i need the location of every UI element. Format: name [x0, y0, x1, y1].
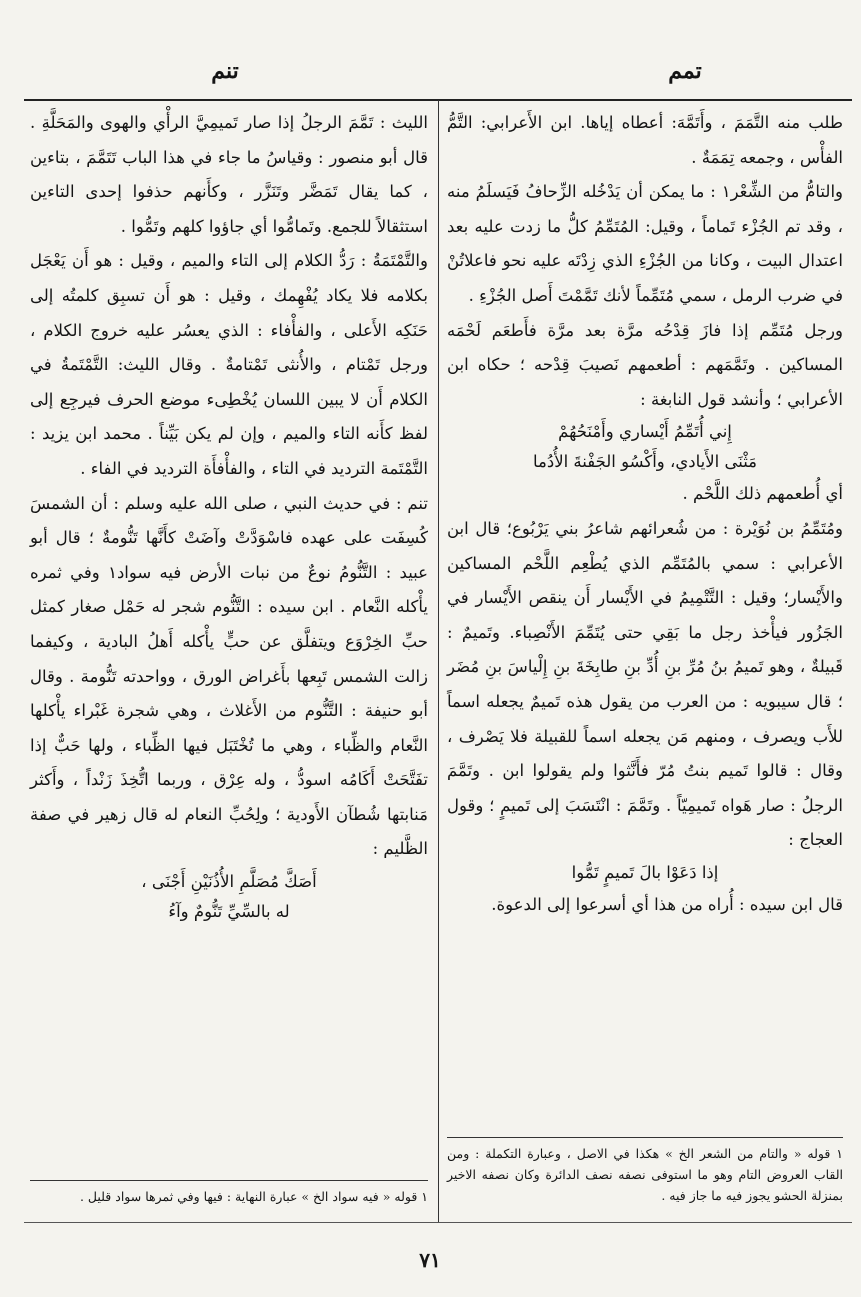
right-para-1: طلب منه التَّمَمَ ، وأَتَمَّهَ: أعطاه إياها. ابن الأَعرابي: التَّمُّ الفأْس ، وجمعه تِمَمَةٌ . — [447, 113, 843, 167]
left-para-1: الليث : تَمَّمَ الرجلُ إذا صار تَميمِيَّ الرأْي والهوى والمَحَلَّةِ . قال أبو منصور : وقياسُ ما جاء في هذا الباب تَتَمَّمَ ، بتاءين ، كما يقال تَمَضَّر وتَنَزَّر ، وكأَنهم حذفوا إحدى التاءين استثقالاً للجمع. وتَمامُّوا أي جاؤوا كلهم وتَمُّوا . — [30, 113, 428, 236]
right-footnote-rule — [447, 1137, 843, 1138]
page-number: ٧١ — [419, 1248, 441, 1272]
right-footnote: ١ قوله « والتام من الشعر الخ » هكذا في الاصل ، وعبارة التكملة : ومن القاب العروض التام وهو ما استوفى نصفه نصف الدائرة وكان نصفه الاخير بمنزلة الحشو يجوز فيه ما جاز فيه . — [447, 1146, 843, 1203]
right-para-5: ومُتَمِّمُ بن نُوَيْرة : من شُعرائهم شاعرُ بني يَرْبُوع؛ قال ابن الأعرابي : سمي بالمُتَمِّم الذي يُطْعِم اللَّحْم المساكين والأَيْسار؛ وقيل : التَّتْمِيمُ في الأَيْسار أَن ينقص الأَيْسار في الجَزُور فيأْخذ رجل ما بَقِي حتى يُتَمِّمَ الأَنْصِباء. وتَميمٌ : قَبيلةٌ ، وهو تَميمُ بنُ مُرِّ بنِ أُدِّ بنِ طابِخَةَ بنِ إِلْياسَ بنِ مُضَر ؛ قال سيبويه : من العرب من يقول هذه تَميمٌ يجعله اسماً للأَب ويصرف ، ومنهم مَن يجعله اسماً للقبيلة فلا يَصْرف ، وقال : قالوا تَميم بنتُ مُرّ فأَنَّثوا ولم يقولوا ابن . وتَمَّمَ الرجلُ : صار هَواه تَميمِيّاً . وتَمَّمَ : انْتَسَبَ إلى تَميمٍ ؛ وقول العجاج : — [447, 518, 843, 850]
right-para-3: ورجل مُتَمِّم إذا فازَ قِدْحُه مرَّة بعد مرَّة فأَطعَم لَحْمَه المساكين . وتَمَّمَهم : أطعمهم نَصيبَ قِدْحه ؛ حكاه ابن الأعرابي ؛ وأنشد قول النابغة : — [447, 320, 843, 409]
right-verse-2: إذا دَعَوْا بالَ تَميمٍ تَمُّوا — [571, 862, 719, 882]
header-root-left: تنم — [211, 58, 239, 84]
right-para-4: أي أُطعمهم ذلك اللَّحْم . — [682, 484, 843, 504]
right-verse-1a: إِني أُتَمِّمُ أَيْساري وأَمْنَحُهُمْ — [558, 422, 732, 442]
left-verse-2: له بالسِّيِّ تَنُّومٌ وآءُ — [168, 902, 290, 922]
column-divider — [438, 100, 439, 1222]
left-para-2: والتَّمْتَمَةُ : رَدُّ الكلام إلى التاء والميم ، وقيل : هو أَن يَعْجَل بكلامه فلا يكاد يُفْهِمك ، وقيل : هو أَن تسبِق كلمتُه إلى حَنَكِه الأَعلى ، والفأْفاء : الذي يعسُر عليه خروج الكلام ، ورجل تَمْتام ، والأُنثى تَمْتامةٌ . وقال الليث: التَّمْتَمةُ في الكلام أَن لا يبين اللسان يُخْطِىء موضع الحرف فيرجِع إلى لفظ كأَنه التاء والميم ، وإن لم يكن بَيِّناً . محمد ابن يزيد : التَّمْتَمة الترديد في التاء ، والفأْفأَة الترديد في الفاء . — [30, 251, 428, 478]
bottom-rule — [24, 1222, 852, 1223]
right-column — [447, 106, 843, 922]
left-para-3: تنم : في حديث النبي ، صلى الله عليه وسلم : أن الشمسَ كُسِفَت على عهده فاسْوَدَّتْ وآضَتْ كأَنَّها تَنُّومةٌ ؛ قال أبو عبيد : التَّنُّومُ نوعٌ من نبات الأرض فيه سواد١ وفي ثمره يأْكله النَّعام . ابن سيده : التَّنُّوم شجر له حَمْل صغار كمثل حبِّ الخِرْوَع ويتفلَّق عن حبٍّ يأْكله أَهلُ البادية ، وكيفما زالت الشمس تَبِعها بأَغراض الورق ، وواحدته تَنُّومة . وقال أبو حنيفة : التَّنُّوم من الأَغلاث ، وهي شجرة غَبْراء يأْكلها النَّعام والظِّباء ، وهي ما تُخْتَبَل فيها الظِّباء ، ولها حَبٌّ إذا تفَتَّحَتْ أَكَامُه اسودُّ ، وله عِرْق ، وربما اتُّخِذَ زَنْداً ، وأَكثر مَنابتها شُطآن الأَودية ؛ ولِحُبِّ النعام له قال زهير في صفة الظَّليم : — [30, 493, 429, 859]
left-column — [30, 106, 428, 927]
right-para-6: قال ابن سيده : أُراه من هذا أي أسرعوا إلى الدعوة. — [491, 894, 843, 914]
header-root-right: تمم — [668, 58, 702, 84]
left-footnote-rule — [30, 1180, 428, 1181]
left-footnote: ١ قوله « فيه سواد الخ » عبارة النهاية : فيها وفي ثمرها سواد قليل . — [79, 1189, 428, 1204]
right-para-2: والتامُّ من الشِّعْر١ : ما يمكن أن يَدْخُله الزِّحافُ فَيَسلَمُ منه ، وقد تم الجُزْء تَماماً ، وقيل: المُتَمِّمُ كلُّ ما زدت عليه بعد اعتدال البيت ، وكانا من الجُزْءِ الذي زِدْتَه عليه نحو فاعلاتُنْ في ضرب الرمل ، سمي مُتَمِّماً لأنك تَمَّمْتَ أَصل الجُزْءِ . — [447, 182, 843, 305]
left-verse-1: أَصَكَّ مُصَلَّمِ الأُذُنَيْنِ أَجْنَى ، — [141, 872, 317, 892]
right-verse-1b: مَثْنَى الأَيادي، وأَكْسُو الجَفْنةَ الأُدُما — [532, 452, 758, 472]
